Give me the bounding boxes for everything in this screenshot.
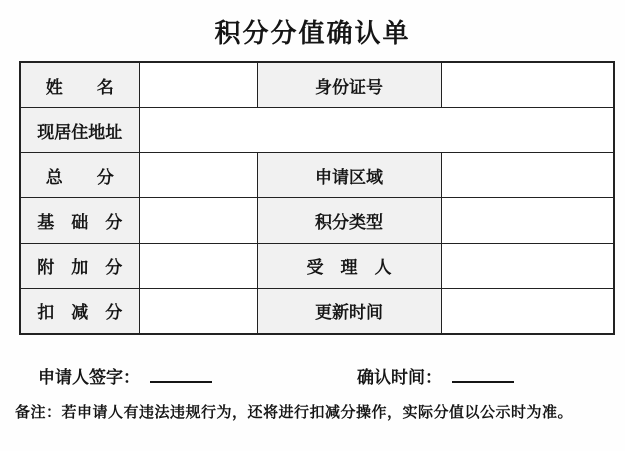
name-value-cell (139, 62, 257, 108)
signature-blank-line (150, 378, 212, 383)
address-label: 现居住地址 (20, 108, 139, 153)
address-value-cell (139, 108, 614, 153)
points-type-value-cell (441, 198, 614, 243)
table-row (20, 108, 614, 153)
handler-label: 受 理 人 (257, 243, 441, 288)
note-text: 备注：若申请人有违法违规行为，还将进行扣减分操作，实际分值以公示时为准。 (15, 403, 574, 421)
base-score-value-cell (139, 198, 257, 243)
application-area-label: 申请区域 (257, 153, 441, 198)
table-row (20, 243, 614, 288)
total-score-label: 总 分 (20, 153, 139, 198)
points-type-label: 积分类型 (257, 198, 441, 243)
id-number-value-cell (441, 62, 614, 108)
total-score-value-cell (139, 153, 257, 198)
confirm-time-row (357, 363, 514, 388)
deduction-score-label: 扣 减 分 (20, 288, 139, 334)
table-row (20, 62, 614, 108)
applicant-signature-row (38, 363, 212, 388)
base-score-label: 基 础 分 (20, 198, 139, 243)
handler-value-cell (441, 243, 614, 288)
bonus-score-label: 附 加 分 (20, 243, 139, 288)
name-label: 姓 名 (20, 62, 139, 108)
confirm-time-blank-line (452, 378, 514, 383)
bonus-score-value-cell (139, 243, 257, 288)
id-number-label: 身份证号 (257, 62, 441, 108)
application-area-value-cell (441, 153, 614, 198)
applicant-signature-label: 申请人签字： (38, 368, 140, 388)
table-row (20, 198, 614, 243)
points-form-table (19, 61, 615, 335)
form-title: 积分分值确认单 (214, 19, 411, 49)
confirm-time-label: 确认时间： (357, 368, 442, 388)
table-row (20, 288, 614, 334)
deduction-score-value-cell (139, 288, 257, 334)
update-time-value-cell (441, 288, 614, 334)
table-row (20, 153, 614, 198)
update-time-label: 更新时间 (257, 288, 441, 334)
